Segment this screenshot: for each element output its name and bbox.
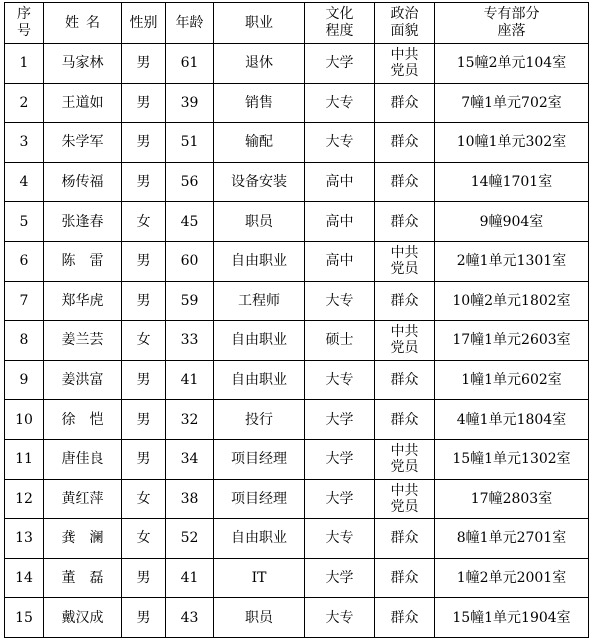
cell-politics: 中共 党员 (375, 479, 435, 519)
cell-education: 大学 (305, 558, 375, 598)
cell-address: 14幢1701室 (435, 162, 589, 202)
cell-age: 60 (166, 241, 214, 281)
cell-gender: 女 (122, 321, 166, 361)
cell-name: 张逢春 (44, 202, 122, 242)
cell-age: 61 (166, 44, 214, 84)
cell-address: 15幢2单元104室 (435, 44, 589, 84)
cell-age: 45 (166, 202, 214, 242)
cell-job: 工程师 (214, 281, 305, 321)
cell-education: 大学 (305, 479, 375, 519)
cell-age: 33 (166, 321, 214, 361)
cell-address: 1幢2单元2001室 (435, 558, 589, 598)
cell-politics: 群众 (375, 598, 435, 638)
cell-education: 大专 (305, 83, 375, 123)
table-row (5, 44, 589, 84)
table-row (5, 281, 589, 321)
cell-education: 高中 (305, 162, 375, 202)
cell-address: 10幢1单元302室 (435, 123, 589, 163)
cell-address: 17幢1单元2603室 (435, 321, 589, 361)
cell-job: 输配 (214, 123, 305, 163)
cell-gender: 男 (122, 241, 166, 281)
cell-no: 12 (5, 479, 44, 519)
cell-name: 戴汉成 (44, 598, 122, 638)
cell-gender: 男 (122, 44, 166, 84)
cell-gender: 男 (122, 83, 166, 123)
cell-job: 退休 (214, 44, 305, 84)
table-row (5, 558, 589, 598)
cell-gender: 男 (122, 400, 166, 440)
table-row (5, 83, 589, 123)
cell-gender: 男 (122, 558, 166, 598)
cell-gender: 男 (122, 123, 166, 163)
header-name: 姓名 (44, 3, 122, 44)
cell-name: 徐 恺 (44, 400, 122, 440)
cell-education: 高中 (305, 241, 375, 281)
cell-address: 15幢1单元1302室 (435, 439, 589, 479)
cell-age: 43 (166, 598, 214, 638)
table-row (5, 439, 589, 479)
cell-no: 3 (5, 123, 44, 163)
cell-age: 51 (166, 123, 214, 163)
cell-age: 34 (166, 439, 214, 479)
table-row (5, 202, 589, 242)
cell-name: 龚 澜 (44, 519, 122, 559)
table-row (5, 241, 589, 281)
cell-education: 大专 (305, 519, 375, 559)
resident-roster-table (4, 2, 589, 638)
header-politics: 政治 面貌 (375, 3, 435, 44)
cell-gender: 女 (122, 519, 166, 559)
cell-education: 大专 (305, 123, 375, 163)
cell-job: 职员 (214, 202, 305, 242)
cell-name: 姜洪富 (44, 360, 122, 400)
cell-politics: 群众 (375, 162, 435, 202)
table-row (5, 123, 589, 163)
cell-job: 项目经理 (214, 439, 305, 479)
cell-no: 14 (5, 558, 44, 598)
cell-name: 董 磊 (44, 558, 122, 598)
table-row (5, 479, 589, 519)
cell-education: 硕士 (305, 321, 375, 361)
cell-age: 39 (166, 83, 214, 123)
cell-no: 7 (5, 281, 44, 321)
header-age: 年龄 (166, 3, 214, 44)
cell-politics: 群众 (375, 281, 435, 321)
cell-gender: 男 (122, 598, 166, 638)
cell-name: 唐佳良 (44, 439, 122, 479)
cell-job: 项目经理 (214, 479, 305, 519)
cell-politics: 中共 党员 (375, 241, 435, 281)
cell-address: 1幢1单元602室 (435, 360, 589, 400)
header-row (5, 3, 589, 44)
cell-no: 15 (5, 598, 44, 638)
header-gender: 性别 (122, 3, 166, 44)
cell-politics: 中共 党员 (375, 44, 435, 84)
table-row (5, 360, 589, 400)
cell-gender: 男 (122, 281, 166, 321)
cell-address: 9幢904室 (435, 202, 589, 242)
cell-age: 32 (166, 400, 214, 440)
cell-job: 销售 (214, 83, 305, 123)
cell-no: 13 (5, 519, 44, 559)
cell-gender: 男 (122, 360, 166, 400)
cell-age: 52 (166, 519, 214, 559)
cell-address: 4幢1单元1804室 (435, 400, 589, 440)
cell-politics: 群众 (375, 519, 435, 559)
cell-gender: 女 (122, 479, 166, 519)
cell-education: 高中 (305, 202, 375, 242)
cell-no: 4 (5, 162, 44, 202)
cell-politics: 中共 党员 (375, 439, 435, 479)
cell-address: 15幢1单元1904室 (435, 598, 589, 638)
cell-politics: 群众 (375, 400, 435, 440)
header-job: 职业 (214, 3, 305, 44)
cell-job: 自由职业 (214, 360, 305, 400)
cell-address: 8幢1单元2701室 (435, 519, 589, 559)
header-no: 序 号 (5, 3, 44, 44)
cell-education: 大学 (305, 400, 375, 440)
cell-job: 自由职业 (214, 519, 305, 559)
cell-age: 59 (166, 281, 214, 321)
cell-politics: 中共 党员 (375, 321, 435, 361)
table-row (5, 400, 589, 440)
cell-name: 陈 雷 (44, 241, 122, 281)
cell-age: 56 (166, 162, 214, 202)
cell-age: 41 (166, 360, 214, 400)
cell-politics: 群众 (375, 360, 435, 400)
cell-job: 自由职业 (214, 241, 305, 281)
table-row (5, 321, 589, 361)
header-address: 专有部分 座落 (435, 3, 589, 44)
cell-no: 9 (5, 360, 44, 400)
cell-education: 大学 (305, 44, 375, 84)
table-row (5, 598, 589, 638)
cell-address: 10幢2单元1802室 (435, 281, 589, 321)
cell-no: 1 (5, 44, 44, 84)
cell-job: 投行 (214, 400, 305, 440)
cell-address: 17幢2803室 (435, 479, 589, 519)
cell-no: 11 (5, 439, 44, 479)
cell-education: 大学 (305, 439, 375, 479)
cell-education: 大专 (305, 360, 375, 400)
cell-education: 大专 (305, 598, 375, 638)
header-education: 文化 程度 (305, 3, 375, 44)
cell-politics: 群众 (375, 83, 435, 123)
cell-job: IT (214, 558, 305, 598)
cell-no: 8 (5, 321, 44, 361)
cell-name: 王道如 (44, 83, 122, 123)
cell-job: 自由职业 (214, 321, 305, 361)
cell-job: 设备安装 (214, 162, 305, 202)
cell-gender: 男 (122, 162, 166, 202)
cell-name: 郑华虎 (44, 281, 122, 321)
cell-gender: 男 (122, 439, 166, 479)
cell-education: 大专 (305, 281, 375, 321)
table-row (5, 162, 589, 202)
cell-name: 朱学军 (44, 123, 122, 163)
cell-name: 姜兰芸 (44, 321, 122, 361)
table-header (5, 3, 589, 44)
cell-politics: 群众 (375, 202, 435, 242)
cell-name: 杨传福 (44, 162, 122, 202)
cell-address: 2幢1单元1301室 (435, 241, 589, 281)
cell-politics: 群众 (375, 123, 435, 163)
table-body (5, 44, 589, 638)
cell-name: 黄红萍 (44, 479, 122, 519)
cell-name: 马家林 (44, 44, 122, 84)
cell-politics: 群众 (375, 558, 435, 598)
cell-no: 10 (5, 400, 44, 440)
cell-no: 2 (5, 83, 44, 123)
cell-no: 6 (5, 241, 44, 281)
cell-no: 5 (5, 202, 44, 242)
table-row (5, 519, 589, 559)
cell-gender: 女 (122, 202, 166, 242)
cell-job: 职员 (214, 598, 305, 638)
cell-address: 7幢1单元702室 (435, 83, 589, 123)
cell-age: 38 (166, 479, 214, 519)
cell-age: 41 (166, 558, 214, 598)
